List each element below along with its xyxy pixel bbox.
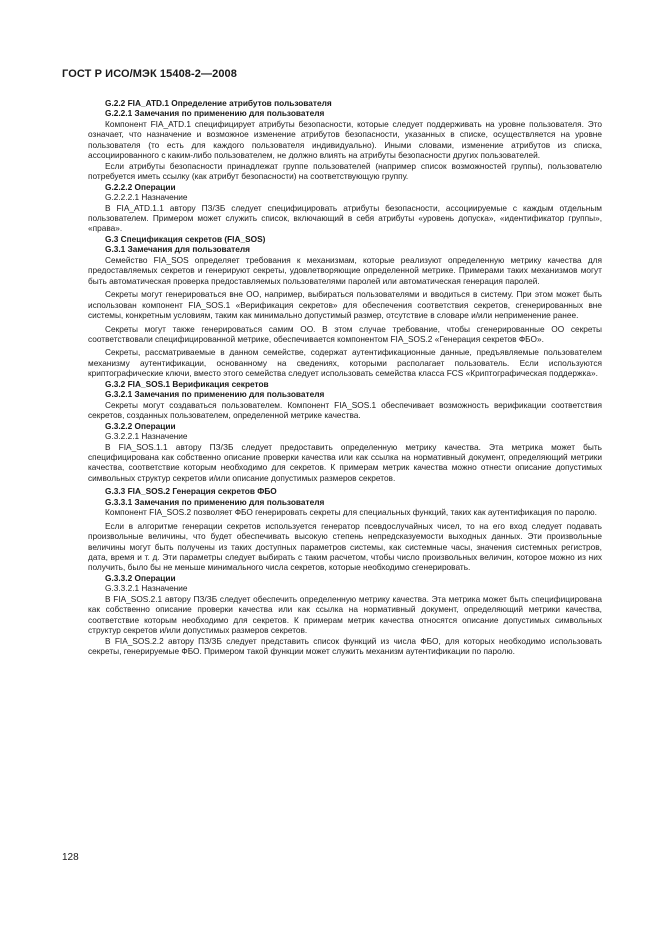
body-paragraph: Если атрибуты безопасности принадлежат группе пользователей (например список возможностей группы), пользователю потребуется иметь ссылку (как атрибут безопасности) на соответствующую группу.	[88, 160, 602, 182]
page-number: 128	[62, 852, 79, 863]
body-paragraph: Секреты могут создаваться пользователем. Компонент FIA_SOS.1 обеспечивает возможность верификации соответствия секретов, созданных пользователем, определенной метрике качества.	[88, 399, 602, 421]
body-paragraph: Если в алгоритме генерации секретов используется генератор псевдослучайных чисел, то на его вход следует подавать произвольные величины, что будет обеспечивать высокую степень непредсказуемости выходных данных. Эти произвольные величины могут быть получены из таких доступных параметров системы, как системные часы, значения системных регистров, дата, время и т. д. Эти параметры следует выбирать с таким расчетом, чтобы число произвольных величин, которое можно из них получить, было бы не меньше минимального числа секретов, которые необходимо сгенерировать.	[88, 520, 602, 573]
section-heading: G.3.2 FIA_SOS.1 Верификация секретов	[105, 378, 269, 389]
body-paragraph: Секреты могут генерироваться вне ОО, например, выбираться пользователями и вводиться в систему. При этом может быть использован компонент FIA_SOS.1 «Верификация секретов» для обеспечения соответствия секретов, сгенерированных вне системы, конкретным условиям, таким как минимально допустимый размер, отсутствие в словаре и/или неприменение ранее.	[88, 289, 602, 321]
body-paragraph: Секреты, рассматриваемые в данном семействе, содержат аутентификационные данные, предъявляемые пользователем механизму аутентификации, основанному на сведениях, которыми располагает пользователь. Если используются криптографические ключи, вместо этого семейства следует использовать семейства класса FCS «Криптографическая поддержка».	[88, 347, 602, 379]
subsection-heading: G.3.3.1 Замечания по применению для пользователя	[105, 496, 325, 507]
clause-label: G.2.2.2.1 Назначение	[105, 192, 188, 203]
section-heading: G.2.2 FIA_ATD.1 Определение атрибутов пользователя	[105, 98, 332, 108]
body-paragraph: В FIA_SOS.2.2 автору ПЗ/ЗБ следует представить список функций из числа ФБО, для которых необходимо использовать секреты, генерируемые ФБО. Примером такой функции может служить механизм аутентификации по паролю.	[88, 635, 602, 657]
body-paragraph: Компонент FIA_SOS.2 позволяет ФБО генерировать секреты для специальных функций, таких как аутентификация по паролю.	[105, 507, 597, 518]
section-heading: G.3 Спецификация секретов (FIA_SOS)	[105, 233, 266, 244]
body-paragraph: Семейство FIA_SOS определяет требования к механизмам, которые реализуют определенную метрику качества для предоставляемых секретов и генерируют секреты, удовлетворяющие определенной метрике. Примерами таких механизмов могут быть автоматическая проверка предоставляемых пользователями паролей или автоматическая генерация паролей.	[88, 254, 602, 286]
subsection-heading: G.3.2.2 Операции	[105, 420, 176, 431]
body-paragraph: Компонент FIA_ATD.1 специфицирует атрибуты безопасности, которые следует поддерживать на уровне пользователя. Это означает, что назначение и возможное изменение атрибутов безопасности, указанных в списке, осуществляется на уровне пользователя (то есть для каждого пользователя индивидуально). Иными словами, изменение атрибутов из списка, ассоциированного с каким-либо пользователем, не должно влиять на атрибуты безопасности других пользователей.	[88, 118, 602, 161]
clause-label: G.3.3.2.1 Назначение	[105, 583, 188, 594]
subsection-heading: G.3.1 Замечания для пользователя	[105, 244, 250, 255]
body-paragraph: Секреты могут также генерироваться самим ОО. В этом случае требование, чтобы сгенерированные ОО секреты соответствовали специфицированной метрике, обеспечивается компонентом FIA_SOS.2 «Генерация секретов ФБО».	[88, 323, 602, 344]
subsection-heading: G.2.2.2 Операции	[105, 181, 176, 192]
section-heading: G.3.3 FIA_SOS.2 Генерация секретов ФБО	[105, 486, 277, 497]
body-paragraph: В FIA_SOS.2.1 автору ПЗ/ЗБ следует обеспечить определенную метрику качества. Эта метрика может быть специфицирована как собственно описание проверки качества или как ссылка на нормативный документ, определяющий метрики качества, соответствие которым необходимо для секретов. К примерам метрик качества относятся описание допустимых символьных структур секретов и/или допустимых размеров секретов.	[88, 593, 602, 636]
document-header: ГОСТ Р ИСО/МЭК 15408-2—2008	[62, 68, 237, 80]
subsection-heading: G.3.2.1 Замечания по применению для пользователя	[105, 389, 325, 400]
document-body	[88, 98, 602, 657]
body-paragraph: В FIA_ATD.1.1 автору ПЗ/ЗБ следует специфицировать атрибуты безопасности, ассоциируемые с каждым отдельным пользователем. Примером может служить список, включающий в себя атрибуты «уровень допуска», «идентификатор группы», «права».	[88, 202, 602, 234]
body-paragraph: В FIA_SOS.1.1 автору ПЗ/ЗБ следует предоставить определенную метрику качества. Эта метрика может быть специфицирована как собственно описание проверки качества или как ссылка на нормативный документ, определяющий метрики качества, соответствие которым необходимо для секретов. К примерам метрик качества можно отнести описание допустимых символьных структур секретов и/или описание допустимых размеров секретов.	[88, 441, 602, 483]
subsection-heading: G.2.2.1 Замечания по применению для пользователя	[105, 108, 325, 119]
subsection-heading: G.3.3.2 Операции	[105, 572, 176, 583]
clause-label: G.3.2.2.1 Назначение	[105, 431, 188, 442]
